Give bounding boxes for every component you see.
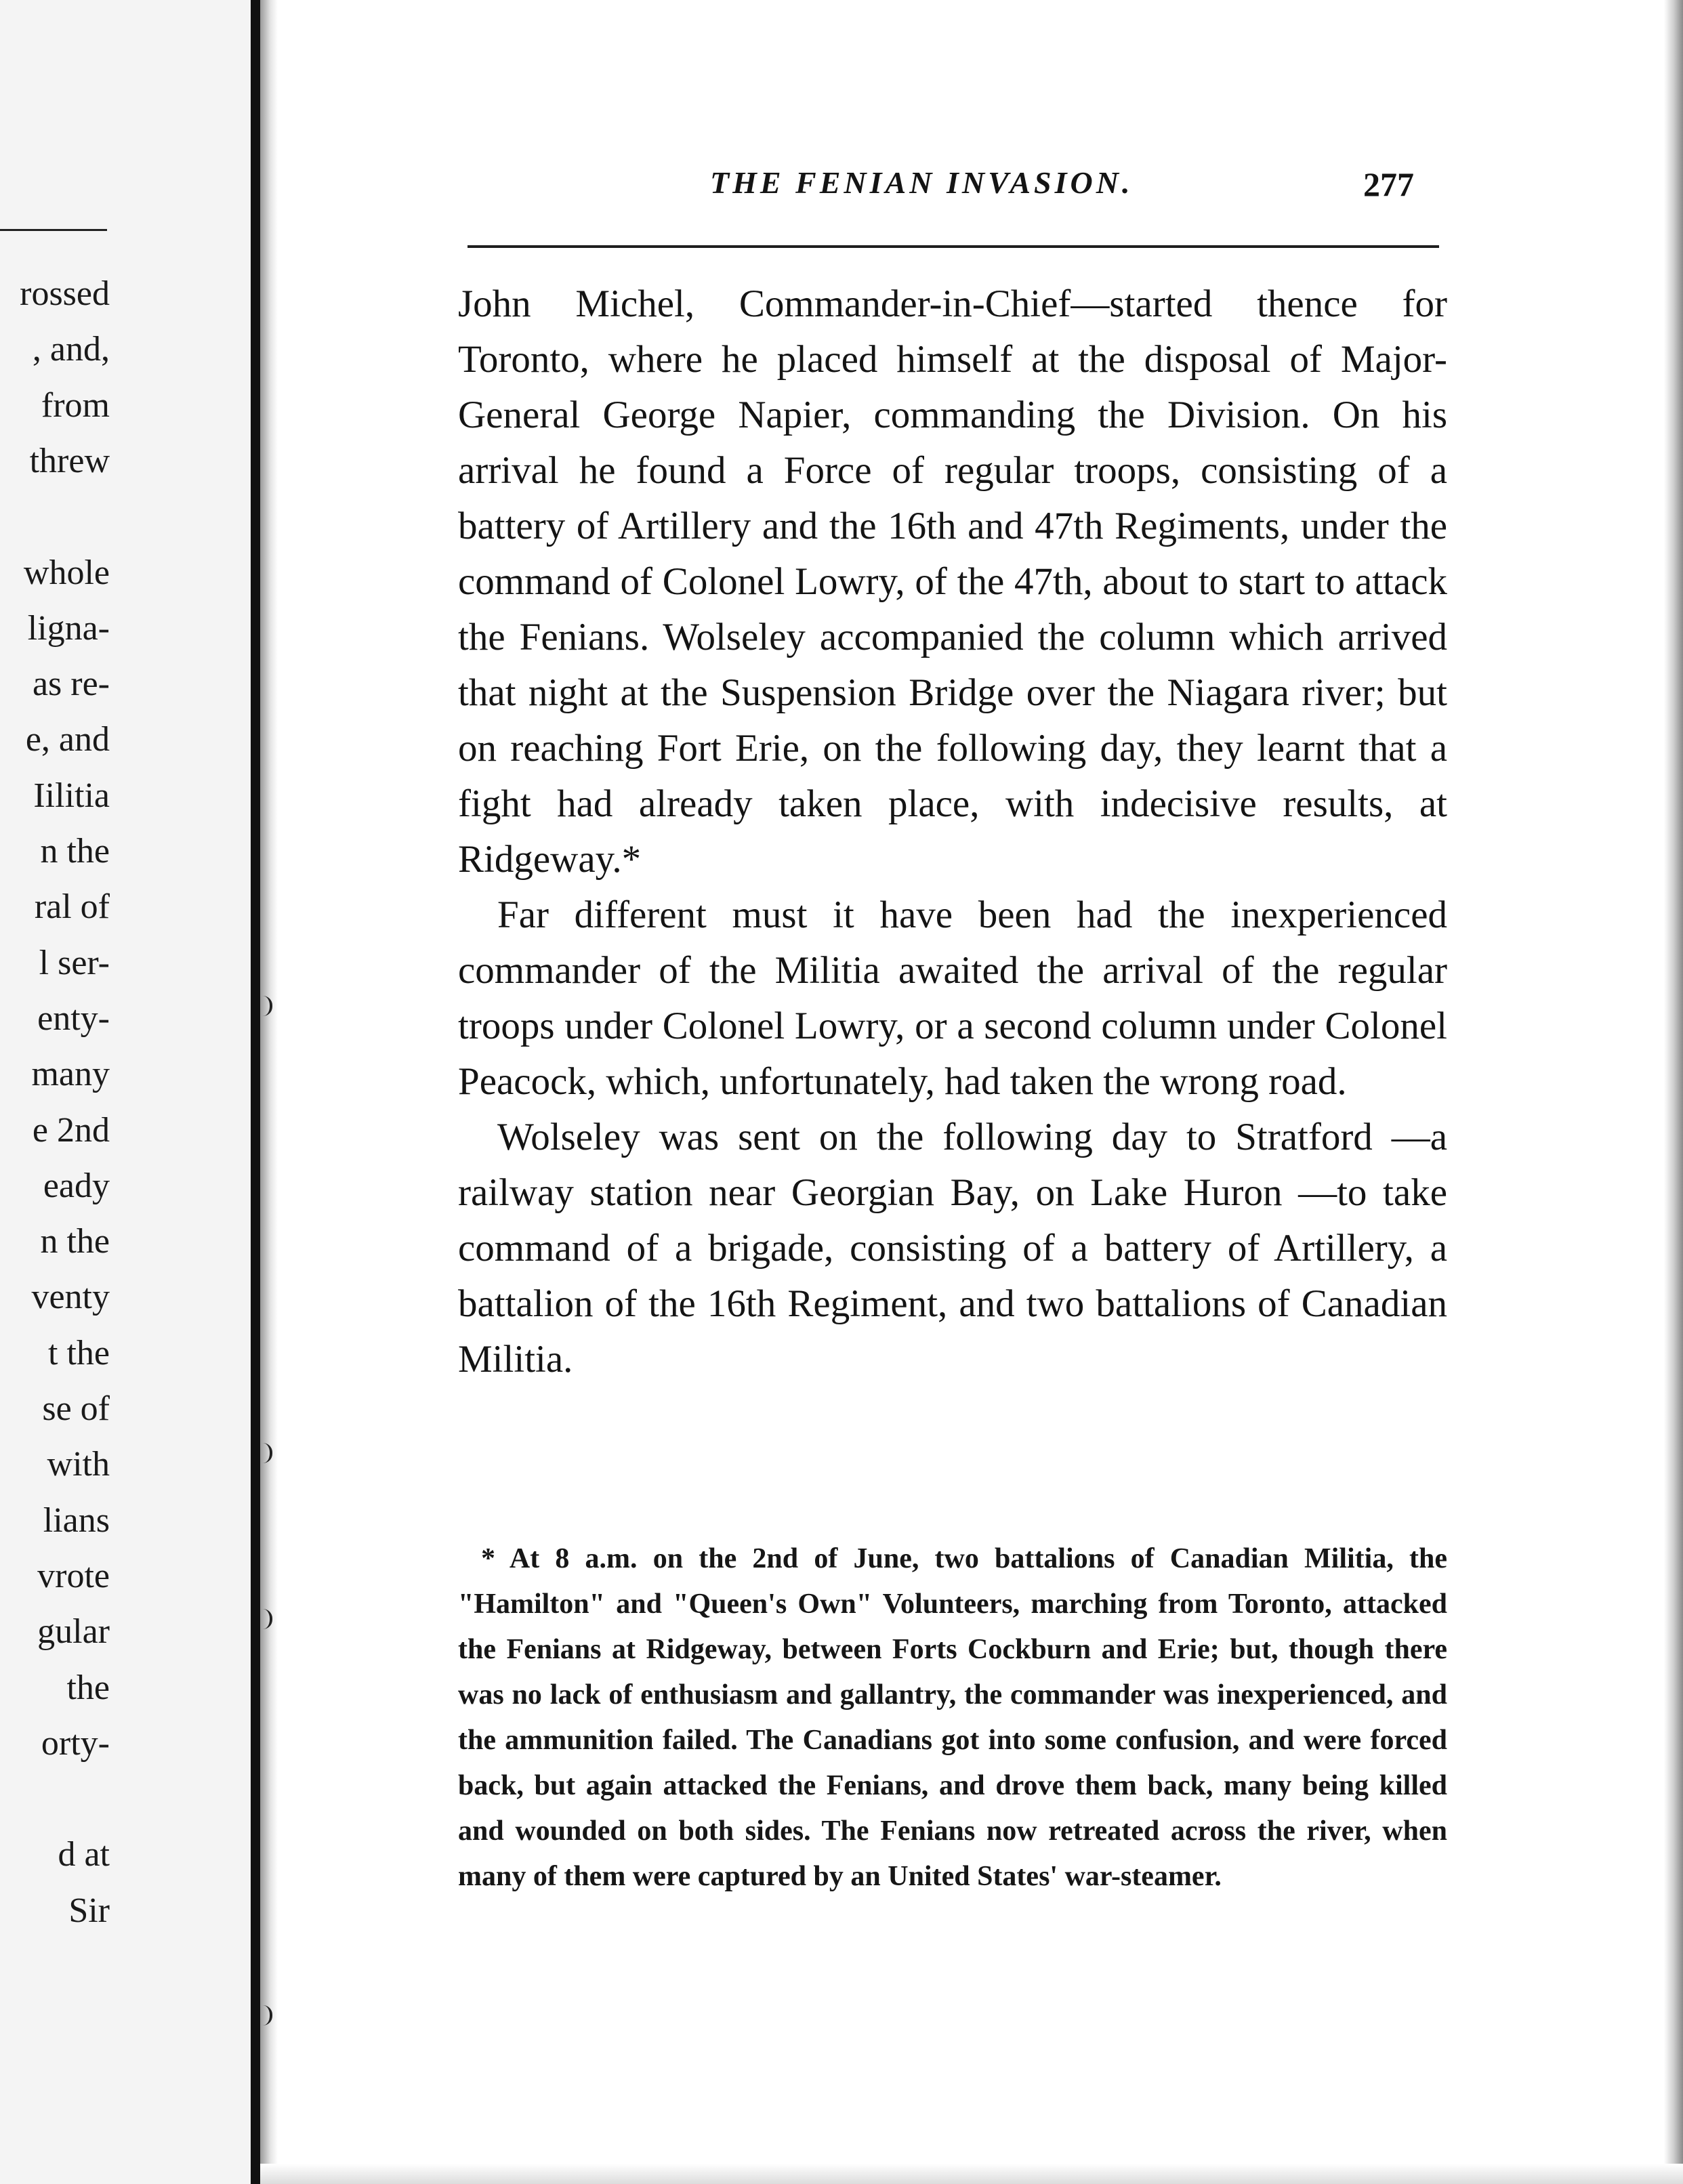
running-header-title: THE FENIAN INVASION. (710, 165, 1134, 200)
previous-page-line: ligna- (27, 608, 110, 648)
body-paragraph: Wolseley was sent on the following day to Stratford —a railway station near Georgian Bay, on Lake Huron —to take command of a brigade, consisting of a battery of Artillery, a battalion of the 16th Regiment, and two battalions of Canadian Militia. (458, 1116, 1447, 1381)
previous-page-line: with (47, 1445, 110, 1484)
previous-page-line: Iilitia (33, 776, 110, 815)
previous-page-line: l ser- (39, 943, 110, 982)
previous-page-line: rossed (20, 274, 110, 313)
page-edge-shadow (1664, 0, 1683, 2184)
previous-page-line: n the (40, 1222, 110, 1261)
previous-page-header-rule (0, 229, 107, 231)
previous-page-line: orty- (41, 1723, 110, 1763)
header-rule (468, 245, 1439, 248)
body-paragraph: Far different must it have been had the inexperienced commander of the Militia awaited the arrival of the regular troops under Colonel Lowry, or a second column under Colonel Peacock, which, unfortunately, had taken the wrong road. (458, 894, 1447, 1103)
previous-page-line: e, and (25, 720, 110, 759)
page-number: 277 (1363, 165, 1414, 203)
previous-page-line: venty (31, 1278, 110, 1317)
previous-page-line: d at (58, 1835, 110, 1874)
previous-page-line: Sir (68, 1891, 110, 1930)
previous-page-line: t the (48, 1333, 110, 1372)
previous-page-fragment (0, 0, 256, 2184)
previous-page-line: whole (23, 553, 110, 592)
previous-page-line: se of (42, 1389, 110, 1428)
footnote: * At 8 a.m. on the 2nd of June, two battalions of Canadian Militia, the "Hamilton" and "Queen's Own" Volunteers, marching from Toronto, attacked the Fenians at Ridgeway, between Forts Cockburn and Erie; but, though there was no lack of enthusiasm and gallantry, the commander was inexperienced, and the ammunition failed. The Canadians got into some confusion, and were forced back, but again attacked the Fenians, and drove them back, many being killed and wounded on both sides. The Fenians now retreated across the river, when many of them were captured by an United States' war-steamer. (458, 1543, 1447, 1892)
previous-page-line: the (66, 1668, 110, 1707)
page-bottom-shadow (260, 2164, 1683, 2184)
previous-page-line: , and, (32, 330, 110, 369)
book-binding (251, 0, 260, 2184)
previous-page-line: n the (40, 832, 110, 870)
previous-page-line: vrote (37, 1556, 110, 1595)
previous-page-line: e 2nd (32, 1110, 110, 1150)
previous-page-line: ral of (34, 887, 110, 927)
body-text (458, 276, 1447, 1387)
previous-page-line: enty- (37, 999, 110, 1038)
previous-page-line: gular (37, 1612, 110, 1652)
previous-page-line: lians (43, 1500, 110, 1540)
previous-page-line: many (31, 1055, 110, 1094)
previous-page-line: from (41, 385, 110, 425)
binding-shadow (260, 0, 278, 2184)
body-paragraph: John Michel, Commander-in-Chief—started thence for Toronto, where he placed himself at the disposal of Major-General George Napier, commanding the Division. On his arrival he found a Force of regular troops, consisting of a battery of Artillery and the 16th and 47th Regiments, under the command of Colonel Lowry, of the 47th, about to start to attack the Fenians. Wolseley accompanied the column which arrived that night at the Suspension Bridge over the Niagara river; but on reaching Fort Erie, on the following day, they learnt that a fight had already taken place, with indecisive results, at Ridgeway.* (458, 282, 1447, 881)
previous-page-line: as re- (32, 665, 110, 704)
previous-page-line: threw (29, 441, 110, 480)
previous-page-line: eady (43, 1166, 110, 1205)
